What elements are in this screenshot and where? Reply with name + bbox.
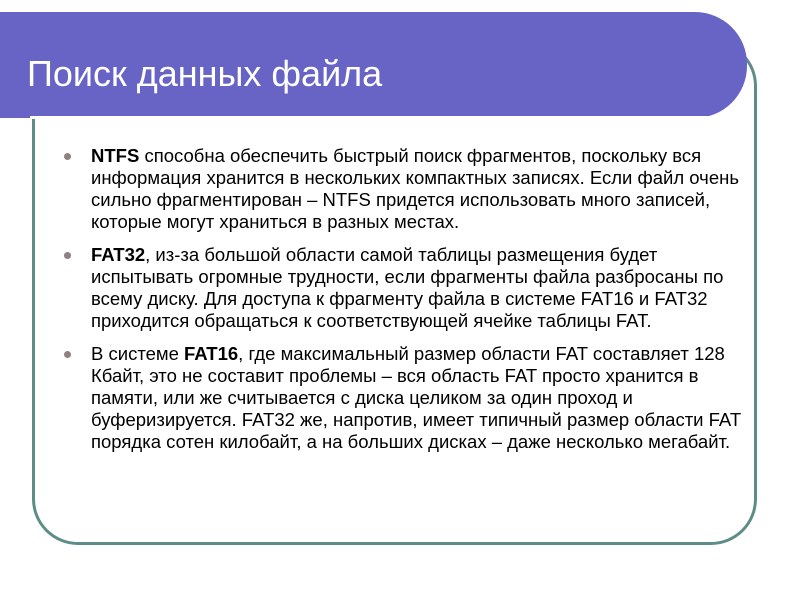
bullet-dot-icon — [64, 252, 71, 259]
bullet-text: способна обеспечить быстрый поиск фрагментов, поскольку вся информация хранится в нескольких компактных записях. Если файл очень сильно фрагментирован – NTFS придется использовать много записей, которые могут храниться в разных местах. — [91, 145, 739, 232]
bullet-lead: FAT32 — [91, 244, 146, 265]
bullet-list — [62, 145, 742, 464]
title-bar — [0, 12, 747, 118]
bullet-fat32 — [62, 244, 742, 332]
bullet-lead: FAT16 — [184, 343, 239, 364]
bullet-fat16 — [62, 343, 742, 453]
slide-title: Поиск данных файла — [27, 53, 383, 94]
bullet-lead: NTFS — [91, 145, 140, 166]
bullet-ntfs — [62, 145, 742, 233]
bullet-prefix: В системе — [91, 343, 185, 364]
bullet-dot-icon — [64, 351, 71, 358]
bullet-text: , из-за большой области самой таблицы размещения будет испытывать огромные трудности, если фрагменты файла разбросаны по всему диску. Для доступа к фрагменту файла в системе FAT16 и FAT32 приходится обращаться к соответствующей ячейке таблицы FAT. — [91, 244, 724, 331]
title-underline — [30, 116, 708, 119]
bullet-text: , где максимальный размер области FAT составляет 128 Кбайт, это не составит проблемы – вся область FAT просто хранится в памяти, или же считывается с диска целиком за один проход и буферизируется. FAT32 же, напротив, имеет типичный размер области FAT порядка сотен килобайт, а на больших дисках – даже несколько мегабайт. — [91, 343, 741, 452]
bullet-dot-icon — [64, 153, 71, 160]
